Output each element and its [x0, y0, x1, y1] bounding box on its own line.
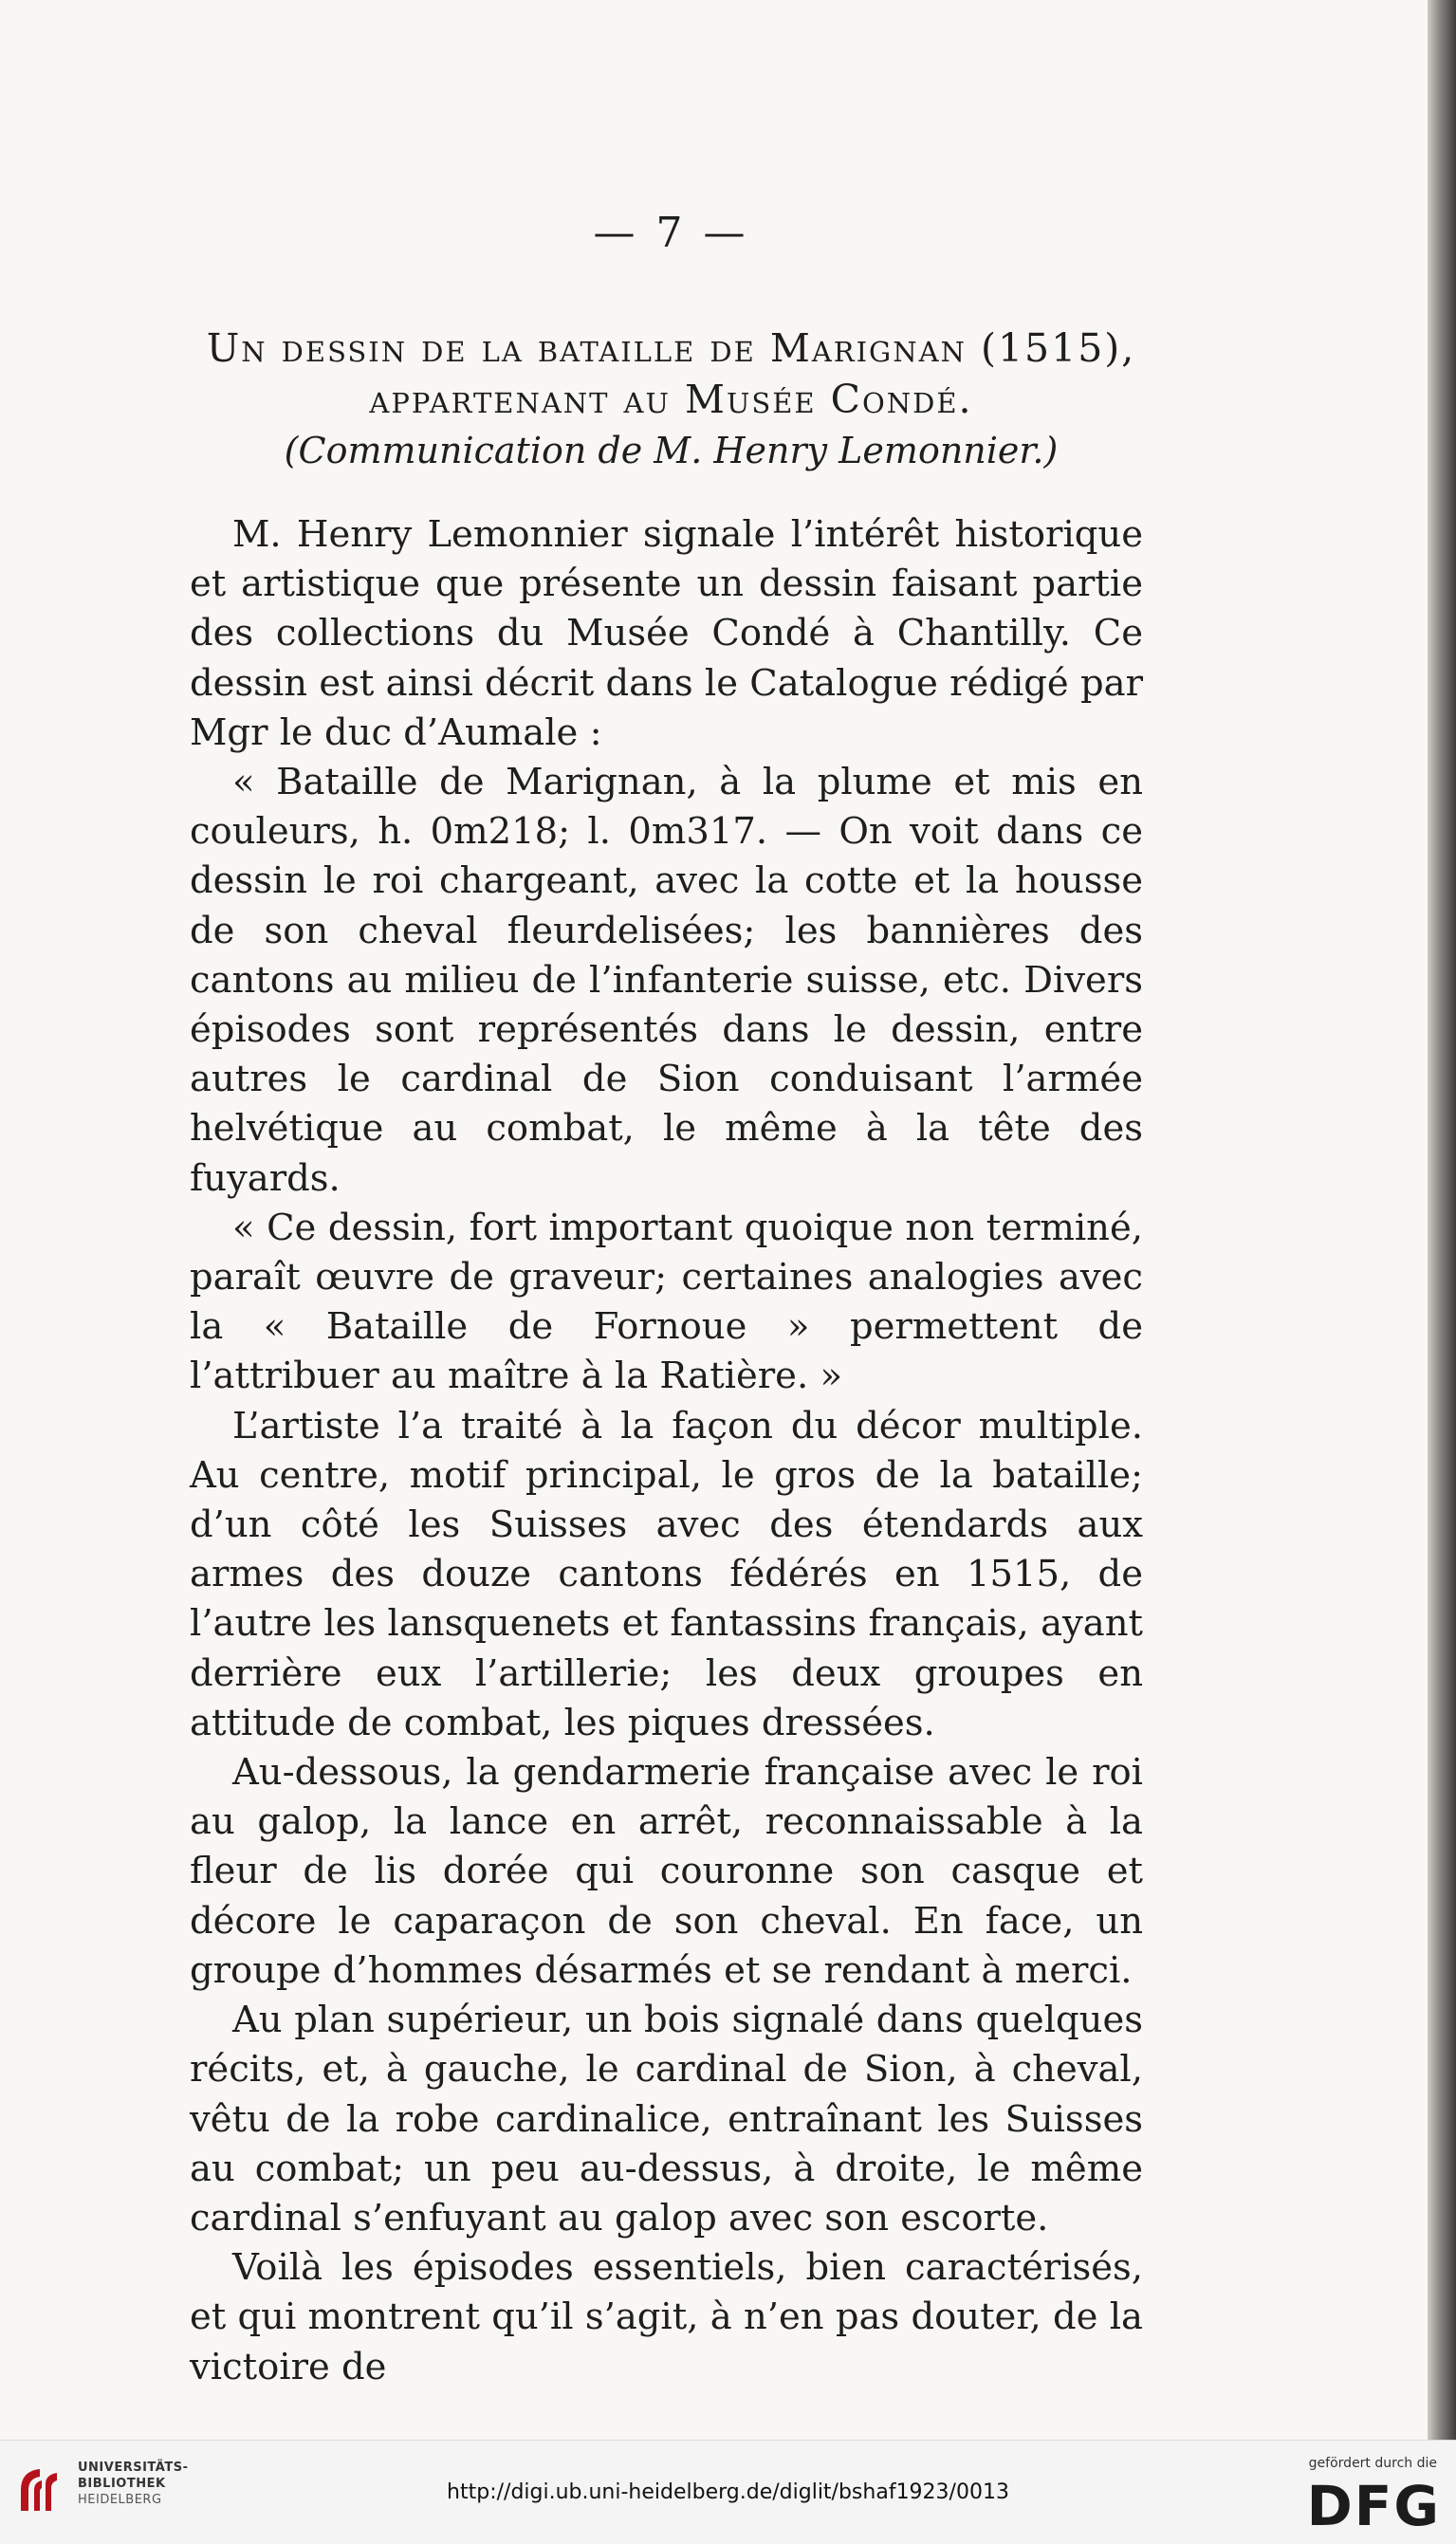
paragraph: « Ce dessin, fort important quoique non terminé, paraît œuvre de graveur; certaines analogies avec la « Bataille de Fornoue » permettent de l’attribuer au maître à la Ratière. » — [190, 1206, 1143, 1398]
paragraph: M. Henry Lemonnier signale l’intérêt historique et artistique que présente un dessin faisant partie des collections du Musée Condé à Chantilly. Ce dessin est ainsi décrit dans le Catalogue rédigé par Mgr le duc d’Aumale : — [190, 513, 1143, 754]
library-line-3: HEIDELBERG — [78, 2493, 162, 2507]
paragraph: Au plan supérieur, un bois signalé dans quelques récits, et, à gauche, le cardinal de Sion, à cheval, vêtu de la robe cardinalice, entraînant les Suisses au combat; un peu au-dessus, à droite, le même cardinal s’enfuyant au galop avec son escorte. — [190, 1999, 1143, 2240]
article-body — [190, 510, 1143, 2392]
permalink-url[interactable]: http://digi.ub.uni-heidelberg.de/diglit/bshaf1923/0013 — [447, 2480, 1009, 2504]
digitization-footer — [0, 2440, 1456, 2544]
article-title-line-2: appartenant au Musée Condé. — [369, 377, 973, 422]
article-title-line-1: Un dessin de la bataille de Marignan (1515), — [206, 325, 1136, 371]
page-edge-shadow — [1428, 0, 1456, 2440]
article-subtitle: (Communication de M. Henry Lemonnier.) — [284, 430, 1059, 471]
page-number: — 7 — — [593, 209, 749, 257]
funding-caption: gefördert durch die — [1308, 2456, 1437, 2471]
article-heading — [190, 323, 1152, 476]
paragraph: « Bataille de Marignan, à la plume et mis en couleurs, h. 0m218; l. 0m317. — On voit dans ce dessin le roi chargeant, avec la cotte et la housse de son cheval fleurdelisées; les bannières des cantons au milieu de l’infanterie suisse, etc. Divers épisodes sont représentés dans le dessin, entre autres le cardinal de Sion conduisant l’armée helvétique au combat, le même à la tête des fuyards. — [190, 761, 1143, 1200]
dfg-logo: DFG — [1306, 2474, 1441, 2538]
paragraph: L’artiste l’a traité à la façon du décor multiple. Au centre, motif principal, le gros de la bataille; d’un côté les Suisses avec des étendards aux armes des douze cantons fédérés en 1515, de l’autre les lansquenets et fantassins français, ayant derrière eux l’artillerie; les deux groupes en attitude de combat, les piques dressées. — [190, 1404, 1143, 1744]
library-line-2: BIBLIOTHEK — [78, 2477, 166, 2491]
paragraph: Voilà les épisodes essentiels, bien caractérisés, et qui montrent qu’il s’agit, à n’en pas douter, de la victoire de — [190, 2246, 1143, 2388]
library-line-1: UNIVERSITÄTS- — [78, 2461, 189, 2475]
paragraph: Au-dessous, la gendarmerie française avec le roi au galop, la lance en arrêt, reconnaissable à la fleur de lis dorée qui couronne son casque et décore le caparaçon de son cheval. En face, un groupe d’hommes désarmés et se rendant à merci. — [190, 1751, 1143, 1992]
